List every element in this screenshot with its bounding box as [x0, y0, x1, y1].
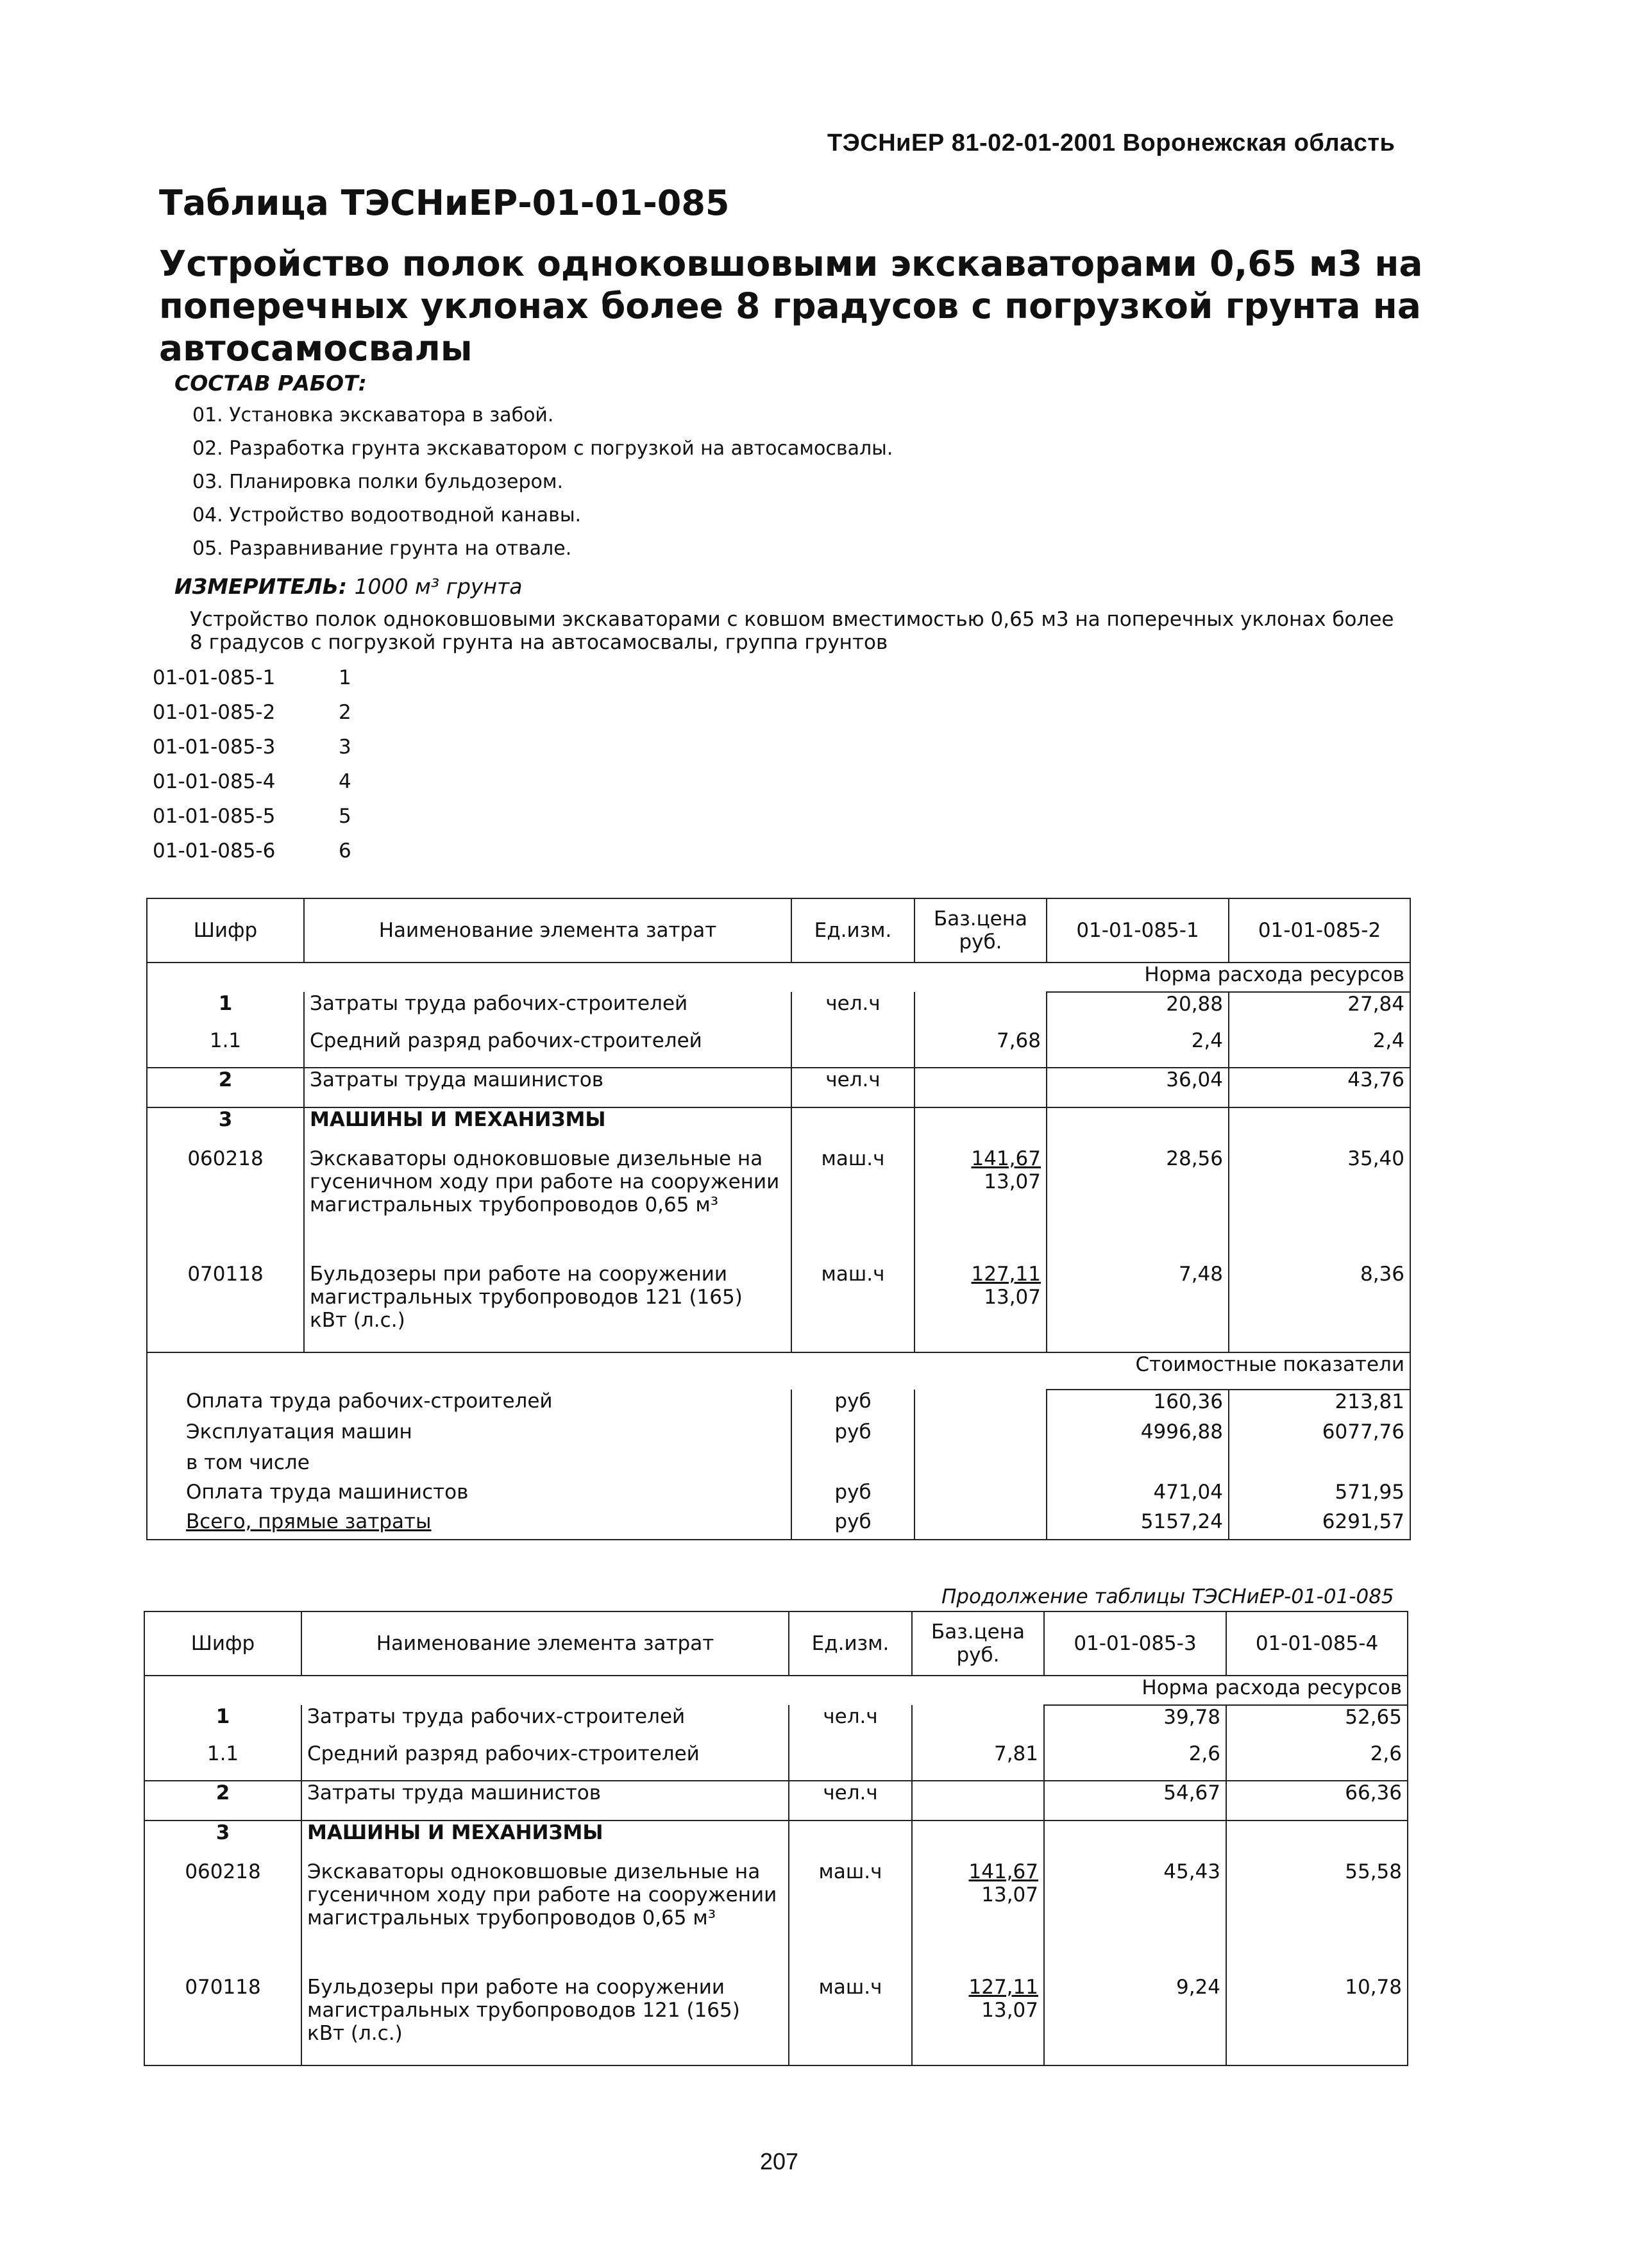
- row-name: Экскаваторы одноковшовые дизельные на гусеничном ходу при работе на сооружении магистральных трубопроводов 0,65 м³: [301, 1860, 789, 1976]
- row-name: Экскаваторы одноковшовые дизельные на гусеничном ходу при работе на сооружении магистральных трубопроводов 0,65 м³: [304, 1147, 791, 1263]
- row-unit: [791, 1029, 914, 1068]
- row-unit: маш.ч: [791, 1147, 914, 1263]
- row-value-b: 2,4: [1229, 1029, 1410, 1068]
- cost-unit: [791, 1451, 914, 1481]
- row-name: Затраты труда машинистов: [301, 1781, 789, 1821]
- variant-code: 01-01-085-4: [153, 770, 276, 793]
- row-name: Бульдозеры при работе на сооружении магистральных трубопроводов 121 (165) кВт (л.с.): [301, 1976, 789, 2065]
- row-value-a: 39,78: [1044, 1705, 1226, 1742]
- page-number: 207: [760, 2148, 799, 2174]
- table-row: [144, 1781, 1408, 1821]
- header-name: Наименование элемента затрат: [304, 898, 791, 963]
- price-base: 127,11: [968, 1976, 1038, 1999]
- cost-row: [147, 1451, 1410, 1481]
- price-base: 127,11: [971, 1263, 1041, 1286]
- composition-item: 02. Разработка грунта экскаватором с погрузкой на автосамосвалы.: [192, 437, 893, 460]
- header-unit: Ед.изм.: [791, 898, 914, 963]
- work-title: Устройство полок одноковшовыми экскаваторами 0,65 м3 на поперечных уклонах более 8 градусов с погрузкой грунта на автосамосвалы: [159, 243, 1423, 369]
- row-value-a: 9,24: [1044, 1976, 1226, 2065]
- cost-unit: руб: [791, 1390, 914, 1420]
- price-base: 141,67: [971, 1147, 1041, 1170]
- price-wages: 13,07: [981, 1883, 1038, 1906]
- cost-value-a: [1047, 1451, 1229, 1481]
- row-name: Затраты труда рабочих-строителей: [301, 1705, 789, 1742]
- header-price: Баз.цена руб.: [914, 898, 1047, 963]
- row-value-a: 2,6: [1044, 1742, 1226, 1781]
- cost-unit: руб: [791, 1510, 914, 1540]
- composition-item: 01. Установка экскаватора в забой.: [192, 404, 554, 426]
- cost-name: в том числе: [147, 1451, 791, 1481]
- table-header-row: [147, 898, 1410, 963]
- row-unit: чел.ч: [791, 1068, 914, 1107]
- row-name: МАШИНЫ И МЕХАНИЗМЫ: [304, 1107, 791, 1147]
- cost-value-a: 471,04: [1047, 1481, 1229, 1510]
- price-wages: 13,07: [984, 1286, 1041, 1309]
- cost-value-b: 6291,57: [1229, 1510, 1410, 1540]
- row-value-a: 28,56: [1047, 1147, 1229, 1263]
- row-price: [914, 1068, 1047, 1107]
- variant-code: 01-01-085-1: [153, 666, 276, 689]
- cost-label-row: [147, 1352, 1410, 1390]
- cost-value-b: 6077,76: [1229, 1420, 1410, 1451]
- cost-name: Всего, прямые затраты: [147, 1510, 791, 1540]
- row-code: 070118: [147, 1263, 304, 1352]
- document-reference: ТЭСНиЕР 81-02-01-2001 Воронежская область: [827, 130, 1395, 156]
- row-name: Затраты труда рабочих-строителей: [304, 992, 791, 1029]
- header-code: Шифр: [147, 898, 304, 963]
- table-row: [144, 1821, 1408, 1860]
- row-value-b: 52,65: [1226, 1705, 1408, 1742]
- variant-code: 01-01-085-6: [153, 839, 276, 862]
- meter-line: [174, 574, 522, 599]
- row-price: [912, 1781, 1044, 1821]
- row-name: Средний разряд рабочих-строителей: [301, 1742, 789, 1781]
- header-code: Шифр: [144, 1611, 301, 1676]
- table-row: [144, 1860, 1408, 1976]
- row-name: Затраты труда машинистов: [304, 1068, 791, 1107]
- variant-code: 01-01-085-3: [153, 736, 276, 759]
- cost-unit: руб: [791, 1420, 914, 1451]
- header-unit: Ед.изм.: [789, 1611, 912, 1676]
- cost-row: [147, 1481, 1410, 1510]
- composition-item: 03. Планировка полки бульдозером.: [192, 471, 564, 493]
- row-code: 1: [147, 992, 304, 1029]
- variant-item: [153, 730, 351, 764]
- norms-label: Норма расхода ресурсов: [1044, 1676, 1408, 1705]
- header-variant-b: 01-01-085-2: [1229, 898, 1410, 963]
- table-row: [147, 992, 1410, 1029]
- composition-item: 05. Разравнивание грунта на отвале.: [192, 537, 572, 560]
- meter-value: 1000 м³ грунта: [354, 574, 523, 599]
- variants-description: Устройство полок одноковшовыми экскаваторами с ковшом вместимостью 0,65 м3 на поперечных уклонах более 8 градусов с погрузкой грунта на автосамосвалы, группа грунтов: [190, 608, 1394, 654]
- row-price: [914, 992, 1047, 1029]
- row-code: 070118: [144, 1976, 301, 2065]
- norms-label-row: [144, 1676, 1408, 1705]
- variant-item: [153, 834, 351, 868]
- cost-name: Оплата труда машинистов: [147, 1481, 791, 1510]
- variant-code: 01-01-085-5: [153, 805, 276, 828]
- table-title: Таблица ТЭСНиЕР-01-01-085: [159, 183, 730, 223]
- row-value-a: 2,4: [1047, 1029, 1229, 1068]
- table-row: [147, 1263, 1410, 1352]
- row-value-a: 54,67: [1044, 1781, 1226, 1821]
- variants-list: [153, 660, 351, 868]
- cost-value-a: 5157,24: [1047, 1510, 1229, 1540]
- header-variant-a: 01-01-085-1: [1047, 898, 1229, 963]
- table-row: [147, 1107, 1410, 1147]
- table-row: [147, 1147, 1410, 1263]
- cost-row: [147, 1390, 1410, 1420]
- cost-name: Оплата труда рабочих-строителей: [147, 1390, 791, 1420]
- row-name: МАШИНЫ И МЕХАНИЗМЫ: [301, 1821, 789, 1860]
- row-price: 7,81: [912, 1742, 1044, 1781]
- row-unit: маш.ч: [789, 1860, 912, 1976]
- row-value-b: 10,78: [1226, 1976, 1408, 2065]
- row-price: [912, 1976, 1044, 2065]
- row-price: [914, 1147, 1047, 1263]
- row-code: 1.1: [147, 1029, 304, 1068]
- continuation-note: Продолжение таблицы ТЭСНиЕР-01-01-085: [941, 1585, 1394, 1608]
- variant-group: 1: [339, 666, 351, 689]
- row-code: 3: [144, 1821, 301, 1860]
- row-price: [914, 1263, 1047, 1352]
- header-name: Наименование элемента затрат: [301, 1611, 789, 1676]
- variant-group: 4: [339, 770, 351, 793]
- variant-code: 01-01-085-2: [153, 701, 276, 724]
- row-value-a: 20,88: [1047, 992, 1229, 1029]
- row-value-b: 35,40: [1229, 1147, 1410, 1263]
- composition-item: 04. Устройство водоотводной канавы.: [192, 504, 582, 526]
- row-unit: [789, 1742, 912, 1781]
- norms-table-1: [146, 898, 1411, 1540]
- composition-label: СОСТАВ РАБОТ:: [174, 371, 367, 396]
- variant-group: 2: [339, 701, 351, 724]
- row-unit: чел.ч: [789, 1781, 912, 1821]
- price-base: 141,67: [968, 1860, 1038, 1883]
- header-variant-b: 01-01-085-4: [1226, 1611, 1408, 1676]
- variant-item: [153, 695, 351, 730]
- row-code: 1.1: [144, 1742, 301, 1781]
- row-code: 060218: [147, 1147, 304, 1263]
- variant-group: 5: [339, 805, 351, 828]
- cost-value-b: 213,81: [1229, 1390, 1410, 1420]
- table-row: [144, 1976, 1408, 2065]
- price-wages: 13,07: [981, 1999, 1038, 2022]
- cost-name: Эксплуатация машин: [147, 1420, 791, 1451]
- price-wages: 13,07: [984, 1170, 1041, 1193]
- table-row: [147, 1029, 1410, 1068]
- row-code: 1: [144, 1705, 301, 1742]
- cost-value-b: 571,95: [1229, 1481, 1410, 1510]
- row-value-b: 8,36: [1229, 1263, 1410, 1352]
- cost-unit: руб: [791, 1481, 914, 1510]
- variant-item: [153, 660, 351, 695]
- cost-value-a: 160,36: [1047, 1390, 1229, 1420]
- row-value-b: 55,58: [1226, 1860, 1408, 1976]
- row-value-a: 7,48: [1047, 1263, 1229, 1352]
- row-value-b: 27,84: [1229, 992, 1410, 1029]
- cost-row: [147, 1420, 1410, 1451]
- row-value-a: 45,43: [1044, 1860, 1226, 1976]
- header-price: Баз.цена руб.: [912, 1611, 1044, 1676]
- row-unit: чел.ч: [791, 992, 914, 1029]
- row-unit: маш.ч: [789, 1976, 912, 2065]
- row-unit: чел.ч: [789, 1705, 912, 1742]
- table-row: [147, 1068, 1410, 1107]
- table-row: [144, 1742, 1408, 1781]
- variant-group: 3: [339, 736, 351, 759]
- variant-item: [153, 799, 351, 834]
- variant-item: [153, 764, 351, 799]
- row-value-b: 43,76: [1229, 1068, 1410, 1107]
- cost-label: Стоимостные показатели: [1047, 1352, 1410, 1390]
- row-code: 3: [147, 1107, 304, 1147]
- row-code: 2: [147, 1068, 304, 1107]
- table-row: [144, 1705, 1408, 1742]
- composition-list: [192, 399, 893, 566]
- norms-table-2: [144, 1611, 1408, 2066]
- row-value-b: 66,36: [1226, 1781, 1408, 1821]
- row-price: [912, 1860, 1044, 1976]
- table-header-row: [144, 1611, 1408, 1676]
- row-value-a: 36,04: [1047, 1068, 1229, 1107]
- cost-value-b: [1229, 1451, 1410, 1481]
- cost-value-a: 4996,88: [1047, 1420, 1229, 1451]
- row-value-b: 2,6: [1226, 1742, 1408, 1781]
- row-code: 060218: [144, 1860, 301, 1976]
- variant-group: 6: [339, 839, 351, 862]
- row-unit: маш.ч: [791, 1263, 914, 1352]
- row-name: Бульдозеры при работе на сооружении магистральных трубопроводов 121 (165) кВт (л.с.): [304, 1263, 791, 1352]
- norms-label: Норма расхода ресурсов: [1047, 963, 1410, 992]
- header-variant-a: 01-01-085-3: [1044, 1611, 1226, 1676]
- row-name: Средний разряд рабочих-строителей: [304, 1029, 791, 1068]
- row-code: 2: [144, 1781, 301, 1821]
- norms-label-row: [147, 963, 1410, 992]
- row-price: [912, 1705, 1044, 1742]
- meter-label: ИЗМЕРИТЕЛЬ:: [174, 574, 348, 599]
- row-price: 7,68: [914, 1029, 1047, 1068]
- cost-row: [147, 1510, 1410, 1540]
